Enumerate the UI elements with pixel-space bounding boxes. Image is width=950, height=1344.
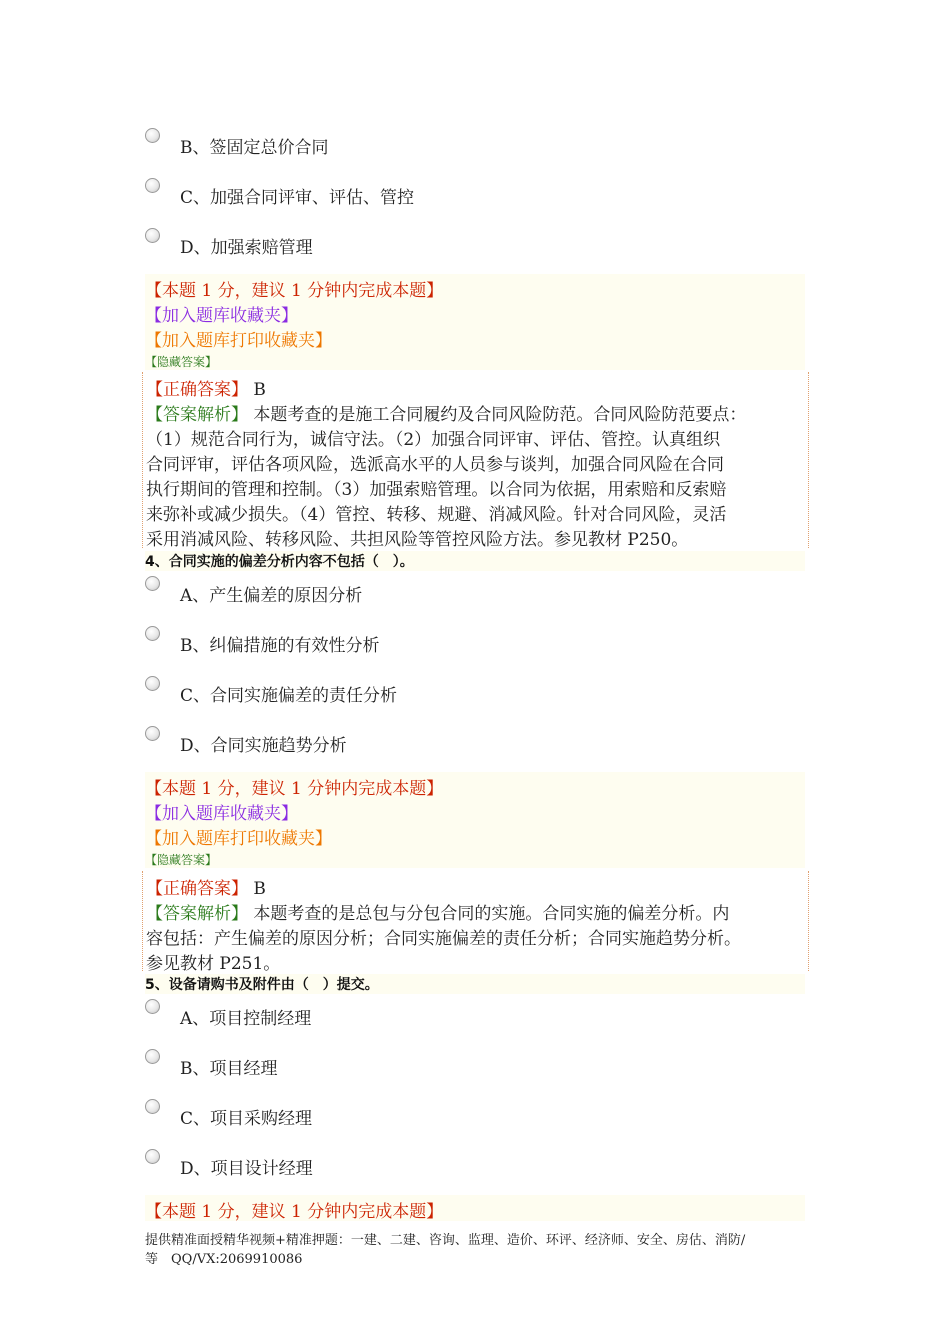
option-d[interactable] <box>145 228 805 258</box>
analysis-text: （1）规范合同行为，诚信守法。（2）加强合同评审、评估、管控。认真组织 <box>146 430 721 450</box>
option-text: D、加强索赔管理 <box>180 238 313 258</box>
analysis-label: 【答案解析】 <box>146 904 248 924</box>
add-print-favorites-link[interactable]: 【加入题库打印收藏夹】 <box>145 331 332 351</box>
radio-button[interactable] <box>145 576 160 591</box>
option-text: D、合同实施趋势分析 <box>180 736 347 756</box>
option-a[interactable] <box>145 999 805 1029</box>
option-text: C、合同实施偏差的责任分析 <box>180 686 398 706</box>
analysis-text: 执行期间的管理和控制。（3）加强索赔管理。以合同为依据，用索赔和反索赔 <box>146 480 727 500</box>
hide-answer-link[interactable]: 【隐藏答案】 <box>145 853 218 867</box>
option-d[interactable] <box>145 726 805 756</box>
analysis-text: 来弥补或减少损失。（4）管控、转移、规避、消减风险。针对合同风险，灵活 <box>146 505 727 525</box>
option-text: D、项目设计经理 <box>180 1159 313 1179</box>
option-a[interactable] <box>145 576 805 606</box>
answer-panel <box>142 871 809 974</box>
radio-button[interactable] <box>145 178 160 193</box>
option-text: C、加强合同评审、评估、管控 <box>180 188 415 208</box>
radio-button[interactable] <box>145 1049 160 1064</box>
analysis-text: 本题考查的是施工合同履约及合同风险防范。合同风险防范要点： <box>248 405 747 425</box>
option-c[interactable] <box>145 1099 805 1129</box>
option-b[interactable] <box>145 626 805 656</box>
analysis-text: 容包括：产生偏差的原因分析；合同实施偏差的责任分析；合同实施趋势分析。 <box>146 929 741 949</box>
score-note: 【本题 1 分，建议 1 分钟内完成本题】 <box>145 779 444 799</box>
radio-button[interactable] <box>145 999 160 1014</box>
question-title: 4、合同实施的偏差分析内容不包括（ ）。 <box>145 551 805 571</box>
radio-button[interactable] <box>145 1099 160 1114</box>
correct-answer-label: 【正确答案】 <box>146 879 248 899</box>
score-note: 【本题 1 分，建议 1 分钟内完成本题】 <box>145 281 444 301</box>
analysis-text: 参见教材 P251。 <box>146 954 281 974</box>
add-favorites-link[interactable]: 【加入题库收藏夹】 <box>145 306 298 326</box>
option-b[interactable] <box>145 128 805 158</box>
analysis-text: 本题考查的是总包与分包合同的实施。合同实施的偏差分析。内 <box>248 904 730 924</box>
option-text: A、产生偏差的原因分析 <box>180 586 363 606</box>
option-text: B、项目经理 <box>180 1059 278 1079</box>
score-note: 【本题 1 分，建议 1 分钟内完成本题】 <box>145 1202 444 1222</box>
option-c[interactable] <box>145 676 805 706</box>
answer-panel <box>142 372 809 548</box>
analysis-text: 采用消减风险、转移风险、共担风险等管控风险方法。参见教材 P250。 <box>146 530 689 550</box>
question-meta <box>145 772 805 868</box>
analysis-text: 合同评审，评估各项风险，选派高水平的人员参与谈判，加强合同风险在合同 <box>146 455 724 475</box>
footer-promo: 提供精准面授精华视频+精准押题：一建、二建、咨询、监理、造价、环评、经济师、安全、房估、消防/ <box>145 1233 746 1248</box>
correct-answer-value: B <box>248 380 266 400</box>
add-print-favorites-link[interactable]: 【加入题库打印收藏夹】 <box>145 829 332 849</box>
question-title: 5、设备请购书及附件由（ ）提交。 <box>145 974 805 994</box>
radio-button[interactable] <box>145 626 160 641</box>
hide-answer-link[interactable]: 【隐藏答案】 <box>145 355 218 369</box>
correct-answer-label: 【正确答案】 <box>146 380 248 400</box>
option-text: C、项目采购经理 <box>180 1109 313 1129</box>
footer-contact: 等 QQ/VX:2069910086 <box>145 1252 303 1267</box>
option-text: B、纠偏措施的有效性分析 <box>180 636 380 656</box>
radio-button[interactable] <box>145 676 160 691</box>
option-c[interactable] <box>145 178 805 208</box>
option-d[interactable] <box>145 1149 805 1179</box>
radio-button[interactable] <box>145 726 160 741</box>
radio-button[interactable] <box>145 228 160 243</box>
radio-button[interactable] <box>145 1149 160 1164</box>
correct-answer-value: B <box>248 879 266 899</box>
option-b[interactable] <box>145 1049 805 1079</box>
question-meta <box>145 1195 805 1221</box>
option-text: A、项目控制经理 <box>180 1009 312 1029</box>
question-meta <box>145 274 805 370</box>
analysis-label: 【答案解析】 <box>146 405 248 425</box>
radio-button[interactable] <box>145 128 160 143</box>
add-favorites-link[interactable]: 【加入题库收藏夹】 <box>145 804 298 824</box>
option-text: B、签固定总价合同 <box>180 138 329 158</box>
